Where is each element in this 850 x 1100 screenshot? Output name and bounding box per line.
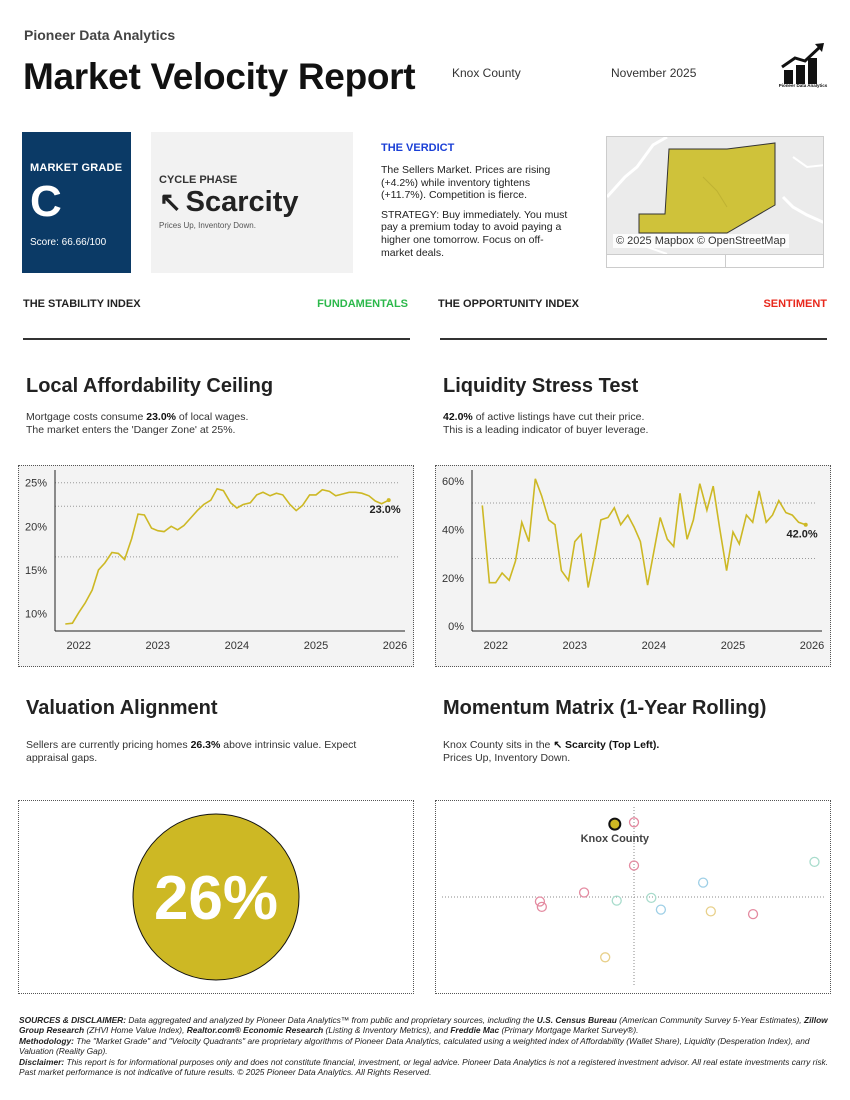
affordability-x-tick-label: 2024: [224, 640, 250, 652]
momentum-scatter-chart: [436, 801, 830, 993]
momentum-point: [537, 902, 546, 911]
liquidity-y-tick-label: 0%: [448, 621, 464, 634]
momentum-highlight-label: Knox County: [580, 833, 650, 846]
momentum-point: [535, 897, 544, 906]
liquidity-y-tick-label: 40%: [441, 524, 464, 537]
market-grade-label: MARKET GRADE: [30, 162, 123, 174]
valuation-circle-label: 26%: [153, 864, 279, 933]
market-grade-letter: C: [30, 177, 62, 226]
sources-text-5: (Primary Mortgage Market Survey®).: [499, 1025, 639, 1036]
liquidity-y-tick-label: 60%: [441, 476, 464, 489]
valuation-title: Valuation Alignment: [26, 697, 218, 719]
momentum-point: [647, 893, 656, 902]
valuation-text-pre: Sellers are currently pricing homes: [26, 739, 191, 751]
valuation-circle-chart: [19, 801, 413, 993]
momentum-point: [699, 878, 708, 887]
opportunity-divider: [440, 338, 827, 340]
momentum-point: [749, 910, 758, 919]
liquidity-series-line: [482, 479, 805, 588]
affordability-title: Local Affordability Ceiling: [26, 375, 274, 397]
disclaimer-label: Disclaimer:: [19, 1056, 65, 1067]
momentum-point: [706, 907, 715, 916]
liquidity-text-line2: This is a leading indicator of buyer leverage.: [443, 424, 649, 436]
affordability-x-tick-label: 2023: [145, 640, 171, 652]
source-realtor: Realtor.com® Economic Research: [186, 1025, 324, 1036]
liquidity-y-tick-label: 20%: [441, 572, 464, 585]
momentum-point: [810, 857, 819, 866]
momentum-description: [443, 739, 823, 765]
valuation-value: 26.3%: [190, 739, 221, 751]
momentum-quadrant: ↖ Scarcity (Top Left).: [553, 739, 660, 751]
affordability-y-tick-label: 15%: [24, 564, 47, 577]
momentum-chart: [435, 800, 831, 994]
map-footer-bar: [607, 254, 824, 268]
sources-text-3: (ZHVI Home Value Index),: [84, 1025, 187, 1036]
up-left-arrow-icon: ↖: [159, 187, 182, 217]
cycle-phase-value: [159, 186, 353, 218]
verdict-title: THE VERDICT: [381, 142, 455, 154]
affordability-x-tick-label: 2026: [382, 640, 408, 652]
county-map[interactable]: [606, 136, 824, 268]
source-zillow: Zillow Group Research: [19, 1015, 828, 1036]
affordability-end-label: 23.0%: [369, 504, 401, 517]
liquidity-description: [443, 411, 823, 437]
cycle-phase-label: CYCLE PHASE: [159, 174, 238, 186]
company-name: Pioneer Data Analytics: [24, 27, 176, 43]
bar-chart-logo-icon: [778, 40, 828, 86]
verdict-text: The Sellers Market. Prices are rising (+4.2%) while inventory tightens (+11.7%). Competition is fierce.: [381, 164, 551, 202]
map-attribution[interactable]: © 2025 Mapbox © OpenStreetMap: [613, 234, 789, 248]
cycle-phase-name: Scarcity: [185, 186, 299, 218]
affordability-line-chart: [19, 466, 413, 666]
opportunity-index-title: THE OPPORTUNITY INDEX: [438, 298, 579, 310]
liquidity-chart: [435, 465, 831, 667]
affordability-x-tick-label: 2025: [303, 640, 329, 652]
affordability-x-tick-label: 2022: [66, 640, 91, 652]
liquidity-text-post: of active listings have cut their price.: [472, 411, 645, 423]
affordability-chart: [18, 465, 414, 667]
momentum-highlight-point: [609, 819, 620, 830]
valuation-description: [26, 739, 396, 765]
stability-index-title: THE STABILITY INDEX: [23, 298, 141, 310]
sources-text-2: (American Community Survey 5-Year Estimates),: [616, 1015, 804, 1025]
affordability-y-tick-label: 20%: [24, 521, 47, 534]
affordability-text-line2: The market enters the 'Danger Zone' at 25%.: [26, 424, 236, 436]
methodology-label: Methodology:: [19, 1035, 74, 1046]
source-freddie: Freddie Mac: [450, 1025, 500, 1036]
market-grade-score: Score: 66.66/100: [30, 237, 107, 248]
liquidity-x-tick-label: 2024: [641, 640, 667, 652]
stability-index-tag: FUNDAMENTALS: [317, 298, 408, 310]
liquidity-end-label: 42.0%: [786, 528, 818, 541]
liquidity-line-chart: [436, 466, 830, 666]
logo-text: Pioneer Data Analytics: [778, 83, 828, 88]
sources-label: SOURCES & DISCLAIMER:: [19, 1015, 127, 1025]
liquidity-x-tick-label: 2022: [483, 640, 508, 652]
liquidity-x-tick-label: 2025: [720, 640, 746, 652]
affordability-y-tick-label: 10%: [24, 608, 47, 621]
liquidity-x-tick-label: 2023: [562, 640, 588, 652]
disclaimer-text: This report is for informational purposes only and does not constitute financial, investment, or legal advice. Pioneer Data Analytics is not a registered investment advisor. All real estate investments carry risk. Past market performance is not indicative of future results. © 2025 Pioneer Data Analytics. All Rights Reserved.: [19, 1056, 829, 1078]
liquidity-end-point: [804, 523, 808, 527]
affordability-text-pre: Mortgage costs consume: [26, 411, 147, 423]
affordability-end-point: [387, 498, 391, 502]
sources-text-4: (Listing & Inventory Metrics), and: [323, 1025, 451, 1036]
region-label: Knox County: [452, 66, 521, 80]
momentum-point: [601, 953, 610, 962]
methodology-text: The "Market Grade" and "Velocity Quadrants" are proprietary algorithms of Pioneer Data Analytics, calculated using a weighted index of Affordability (Wallet Share), Liquidity (Desperation Index), and Valuation (Reality Gap).: [19, 1035, 810, 1057]
liquidity-title: Liquidity Stress Test: [443, 375, 639, 397]
company-logo: [778, 40, 828, 92]
liquidity-x-tick-label: 2026: [799, 640, 825, 652]
valuation-chart: [18, 800, 414, 994]
period-label: November 2025: [611, 66, 697, 80]
market-grade-card: [22, 132, 131, 273]
verdict-section: [381, 142, 571, 259]
footer-disclaimer: [19, 1015, 831, 1077]
valuation-text-post: above intrinsic value. Expect appraisal gaps.: [26, 739, 357, 764]
stability-divider: [23, 338, 410, 340]
affordability-value: 23.0%: [146, 411, 177, 423]
opportunity-index-tag: SENTIMENT: [763, 298, 827, 310]
affordability-y-tick-label: 25%: [24, 477, 47, 490]
momentum-point: [656, 905, 665, 914]
momentum-text-pre: Knox County sits in the: [443, 739, 554, 751]
sources-text-1: Data aggregated and analyzed by Pioneer Data Analytics™ from public and proprietary sources, including the: [126, 1015, 537, 1025]
momentum-point: [630, 861, 639, 870]
momentum-point: [580, 888, 589, 897]
affordability-description: [26, 411, 406, 437]
cycle-phase-note: Prices Up, Inventory Down.: [159, 221, 256, 230]
liquidity-value: 42.0%: [443, 411, 473, 423]
momentum-title: Momentum Matrix (1-Year Rolling): [443, 697, 767, 719]
source-census: U.S. Census Bureau: [536, 1015, 617, 1025]
report-title: Market Velocity Report: [23, 56, 416, 97]
momentum-text-line2: Prices Up, Inventory Down.: [443, 752, 571, 764]
verdict-strategy: STRATEGY: Buy immediately. You must pay a premium today to avoid paying a higher one tomorrow. Focus on off-market deals.: [381, 208, 568, 259]
cycle-phase-card: [151, 132, 353, 273]
affordability-text-post: of local wages.: [176, 411, 249, 423]
